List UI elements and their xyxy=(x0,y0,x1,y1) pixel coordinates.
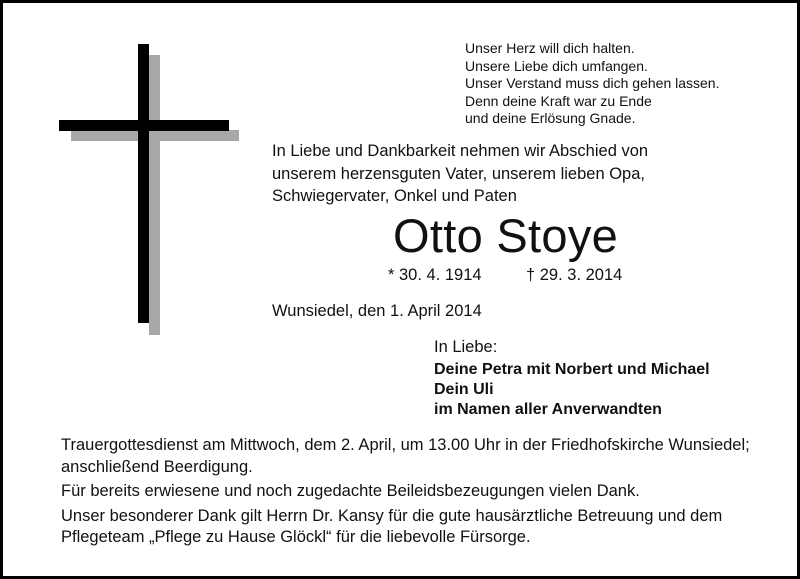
poem-line: und deine Erlösung Gnade. xyxy=(465,110,636,126)
funeral-notice xyxy=(61,435,751,552)
poem-line: Unsere Liebe dich umfangen. xyxy=(465,57,648,74)
cross-shadow-vertical xyxy=(149,55,160,335)
cross-vertical-beam xyxy=(138,44,149,323)
in-love-label: In Liebe: xyxy=(434,338,498,356)
cross-shadow-horizontal xyxy=(71,130,239,141)
signer-line: Dein Uli xyxy=(434,381,494,398)
poem xyxy=(465,40,719,128)
service-info: Trauergottesdienst am Mittwoch, dem 2. April, um 13.00 Uhr in der Friedhofskirche Wunsiedel; anschließend Beerdigung. xyxy=(61,436,750,476)
special-thanks-text: Unser besonderer Dank gilt Herrn Dr. Kansy für die gute hausärztliche Betreuung und dem Pflegeteam „Pflege zu Hause Glöckl“ für die liebevolle Fürsorge. xyxy=(61,506,723,546)
intro-line: Schwiegervater, Onkel und Paten xyxy=(272,187,517,205)
deceased-name: Otto Stoye xyxy=(393,209,619,262)
cross-icon xyxy=(3,3,263,343)
birth-date: * 30. 4. 1914 xyxy=(388,266,482,284)
poem-line: Unser Herz will dich halten. xyxy=(465,40,635,56)
cross-horizontal-beam xyxy=(59,120,229,131)
poem-line: Unser Verstand muss dich gehen lassen. xyxy=(465,75,720,91)
signer-line: Deine Petra mit Norbert und Michael xyxy=(434,361,710,378)
death-date: † 29. 3. 2014 xyxy=(526,266,623,284)
place-and-date: Wunsiedel, den 1. April 2014 xyxy=(272,302,482,320)
poem-line: Denn deine Kraft war zu Ende xyxy=(465,92,652,109)
thanks-text: Für bereits erwiesene und noch zugedachte Beileidsbezeugungen vielen Dank. xyxy=(61,482,640,500)
signer-line: im Namen aller Anverwandten xyxy=(434,401,662,418)
farewell-intro xyxy=(272,140,648,208)
intro-line: In Liebe und Dankbarkeit nehmen wir Abschied von xyxy=(272,142,649,160)
signers xyxy=(434,360,710,420)
intro-line: unserem herzensguten Vater, unserem lieben Opa, xyxy=(272,164,645,183)
